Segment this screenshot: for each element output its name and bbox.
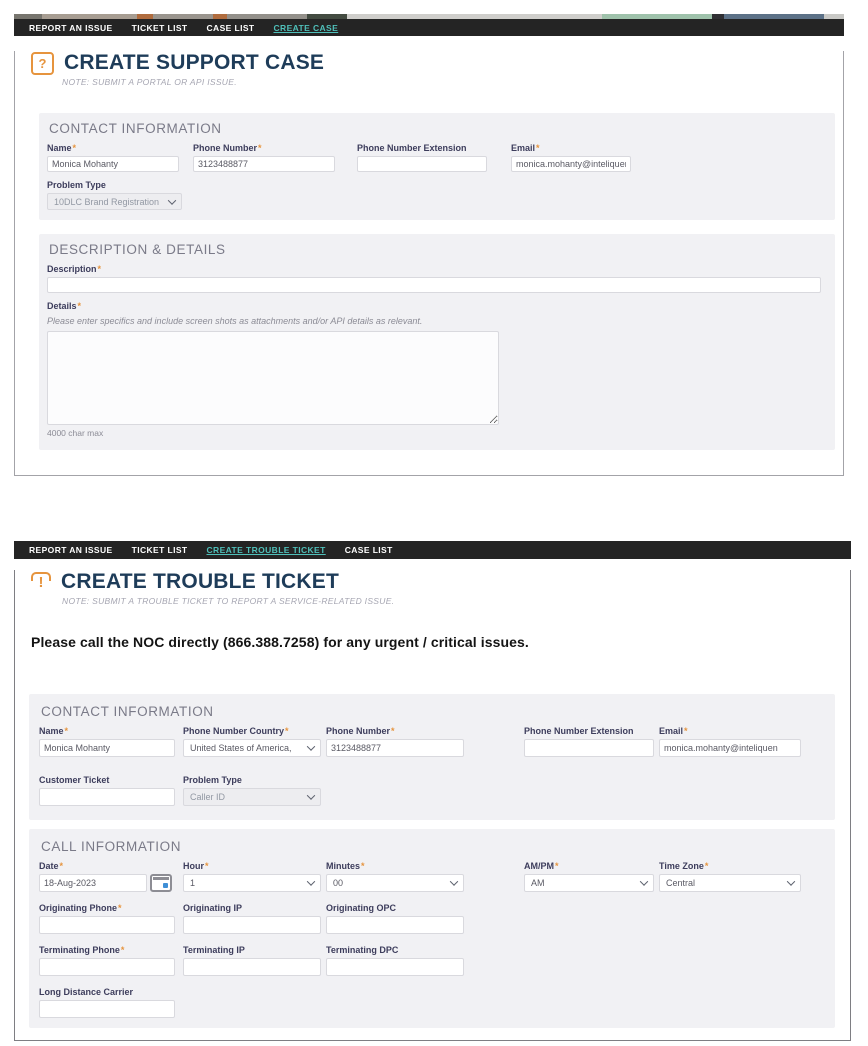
nav-create-case[interactable]: CREATE CASE	[273, 22, 339, 33]
email-input[interactable]	[659, 739, 801, 757]
chevron-down-icon	[168, 196, 176, 204]
customer-ticket-field	[39, 775, 175, 806]
originating-phone-label: Originating Phone	[39, 903, 117, 913]
required-asterisk: *	[64, 726, 69, 736]
customer-ticket-input[interactable]	[39, 788, 175, 806]
terminating-phone-label: Terminating Phone	[39, 945, 120, 955]
long-distance-carrier-field	[39, 987, 175, 1018]
hour-field	[183, 861, 321, 892]
chevron-down-icon	[307, 877, 315, 885]
chevron-down-icon	[450, 877, 458, 885]
originating-opc-field	[326, 903, 464, 934]
details-textarea[interactable]	[47, 331, 499, 425]
terminating-phone-field	[39, 945, 175, 976]
ticket-contact-section	[29, 694, 835, 820]
phone-number-input[interactable]	[193, 156, 335, 172]
long-distance-carrier-input[interactable]	[39, 1000, 175, 1018]
case-header	[31, 51, 843, 75]
ticket-contact-row-2	[39, 775, 825, 806]
ticket-page-note: NOTE: SUBMIT A TROUBLE TICKET TO REPORT A SERVICE-RELATED ISSUE.	[62, 596, 395, 606]
exclamation-bubble-icon: !	[31, 571, 51, 593]
originating-opc-input[interactable]	[326, 916, 464, 934]
noc-notice: Please call the NOC directly (866.388.7258) for any urgent / critical issues.	[31, 634, 529, 650]
timezone-field	[659, 861, 801, 892]
hour-label: Hour	[183, 861, 204, 871]
call-row-1	[39, 861, 825, 892]
minutes-label: Minutes	[326, 861, 361, 871]
name-field	[47, 143, 179, 172]
name-label: Name	[39, 726, 64, 736]
required-asterisk: *	[97, 264, 102, 274]
problem-type-select[interactable]: Caller ID	[183, 788, 321, 806]
customer-ticket-label: Customer Ticket	[39, 775, 110, 785]
calendar-icon	[152, 876, 170, 890]
details-hint: Please enter specifics and include screen shots as attachments and/or API details as relevant.	[47, 316, 423, 326]
required-asterisk: *	[205, 861, 209, 871]
phone-extension-label: Phone Number Extension	[357, 143, 467, 153]
email-label: Email	[511, 143, 536, 153]
create-support-case-panel	[14, 14, 844, 476]
case-page-note: NOTE: SUBMIT A PORTAL OR API ISSUE.	[62, 77, 237, 87]
ampm-select[interactable]: AM	[524, 874, 654, 892]
email-field	[511, 143, 631, 172]
chevron-down-icon	[307, 791, 315, 799]
terminating-dpc-label: Terminating DPC	[326, 945, 399, 955]
required-asterisk: *	[77, 301, 82, 311]
phone-country-field	[183, 726, 321, 757]
create-trouble-ticket-panel	[14, 541, 851, 1041]
problem-type-select[interactable]: 10DLC Brand Registration	[47, 193, 182, 210]
problem-type-label: Problem Type	[183, 775, 242, 785]
date-picker-button[interactable]	[150, 874, 172, 892]
required-asterisk: *	[118, 903, 122, 913]
chevron-down-icon	[307, 742, 315, 750]
originating-ip-field	[183, 903, 321, 934]
ticket-panel-body	[14, 570, 851, 1041]
problem-type-field	[183, 775, 321, 806]
problem-type-field	[47, 180, 182, 210]
name-field	[39, 726, 175, 757]
email-input[interactable]	[511, 156, 631, 172]
call-information-section	[29, 829, 835, 1028]
phone-number-field	[193, 143, 335, 172]
required-asterisk: *	[285, 726, 289, 736]
phone-country-select[interactable]: United States of America,	[183, 739, 321, 757]
ampm-label: AM/PM	[524, 861, 554, 871]
phone-extension-field	[524, 726, 654, 757]
terminating-dpc-input[interactable]	[326, 958, 464, 976]
call-row-4	[39, 987, 825, 1018]
terminating-phone-input[interactable]	[39, 958, 175, 976]
phone-number-label: Phone Number	[326, 726, 391, 736]
phone-extension-input[interactable]	[357, 156, 487, 172]
originating-phone-input[interactable]	[39, 916, 175, 934]
nav-ticket-list[interactable]: TICKET LIST	[131, 22, 188, 33]
terminating-ip-label: Terminating IP	[183, 945, 245, 955]
originating-phone-field	[39, 903, 175, 934]
nav-case-list[interactable]: CASE LIST	[344, 545, 393, 555]
required-asterisk: *	[120, 945, 125, 955]
description-field	[47, 264, 821, 293]
required-asterisk: *	[684, 726, 688, 736]
email-field	[659, 726, 801, 757]
call-row-2	[39, 903, 825, 934]
description-details-heading: DESCRIPTION & DETAILS	[49, 242, 226, 257]
case-panel-body	[14, 51, 844, 476]
problem-type-label: Problem Type	[47, 180, 106, 190]
required-asterisk: *	[258, 143, 262, 153]
case-contact-heading: CONTACT INFORMATION	[49, 121, 222, 136]
date-input[interactable]	[39, 874, 147, 892]
phone-extension-input[interactable]	[524, 739, 654, 757]
description-label: Description	[47, 264, 97, 274]
date-field	[39, 861, 175, 892]
case-navbar	[14, 19, 844, 36]
terminating-ip-input[interactable]	[183, 958, 321, 976]
terminating-dpc-field	[326, 945, 464, 976]
minutes-select[interactable]: 00	[326, 874, 464, 892]
required-asterisk: *	[555, 861, 559, 871]
ampm-field	[524, 861, 654, 892]
required-asterisk: *	[59, 861, 64, 871]
phone-country-label: Phone Number Country	[183, 726, 285, 736]
description-details-section	[39, 234, 835, 450]
timezone-select[interactable]: Central	[659, 874, 801, 892]
question-badge-icon: ?	[31, 52, 54, 75]
originating-ip-input[interactable]	[183, 916, 321, 934]
terminating-ip-field	[183, 945, 321, 976]
call-information-heading: CALL INFORMATION	[41, 839, 182, 854]
ticket-header	[31, 570, 850, 594]
minutes-field	[326, 861, 464, 892]
case-contact-section	[39, 113, 835, 220]
name-input[interactable]	[39, 739, 175, 757]
phone-number-field	[326, 726, 464, 757]
phone-number-input[interactable]	[326, 739, 464, 757]
nav-create-trouble-ticket[interactable]: CREATE TROUBLE TICKET	[206, 545, 326, 555]
originating-ip-label: Originating IP	[183, 903, 243, 913]
details-char-max: 4000 char max	[47, 428, 104, 438]
phone-extension-label: Phone Number Extension	[524, 726, 634, 736]
ticket-page-title: CREATE TROUBLE TICKET	[61, 570, 339, 593]
required-asterisk: *	[704, 861, 709, 871]
ticket-contact-row-1	[39, 726, 825, 757]
details-label: Details	[47, 301, 77, 311]
required-asterisk: *	[72, 143, 77, 153]
call-row-3	[39, 945, 825, 976]
phone-number-label: Phone Number	[193, 143, 258, 153]
required-asterisk: *	[391, 726, 395, 736]
required-asterisk: *	[361, 861, 365, 871]
phone-extension-field	[357, 143, 487, 172]
browser-strip	[14, 14, 844, 19]
nav-report-an-issue[interactable]: REPORT AN ISSUE	[29, 545, 113, 555]
ticket-navbar	[14, 541, 851, 559]
description-input[interactable]	[47, 277, 821, 293]
email-label: Email	[659, 726, 684, 736]
ticket-contact-heading: CONTACT INFORMATION	[41, 704, 214, 719]
chevron-down-icon	[640, 877, 648, 885]
chevron-down-icon	[787, 877, 795, 885]
timezone-label: Time Zone	[659, 861, 704, 871]
name-label: Name	[47, 143, 72, 153]
originating-opc-label: Originating OPC	[326, 903, 397, 913]
required-asterisk: *	[536, 143, 540, 153]
long-distance-carrier-label: Long Distance Carrier	[39, 987, 134, 997]
nav-case-list[interactable]: CASE LIST	[206, 22, 255, 33]
case-contact-row-1	[47, 143, 821, 172]
nav-ticket-list[interactable]: TICKET LIST	[131, 545, 188, 555]
name-input[interactable]	[47, 156, 179, 172]
details-field	[47, 301, 821, 438]
nav-report-an-issue[interactable]: REPORT AN ISSUE	[29, 22, 113, 33]
case-contact-row-2	[47, 180, 821, 210]
hour-select[interactable]: 1	[183, 874, 321, 892]
case-page-title: CREATE SUPPORT CASE	[64, 51, 325, 74]
date-label: Date	[39, 861, 59, 871]
